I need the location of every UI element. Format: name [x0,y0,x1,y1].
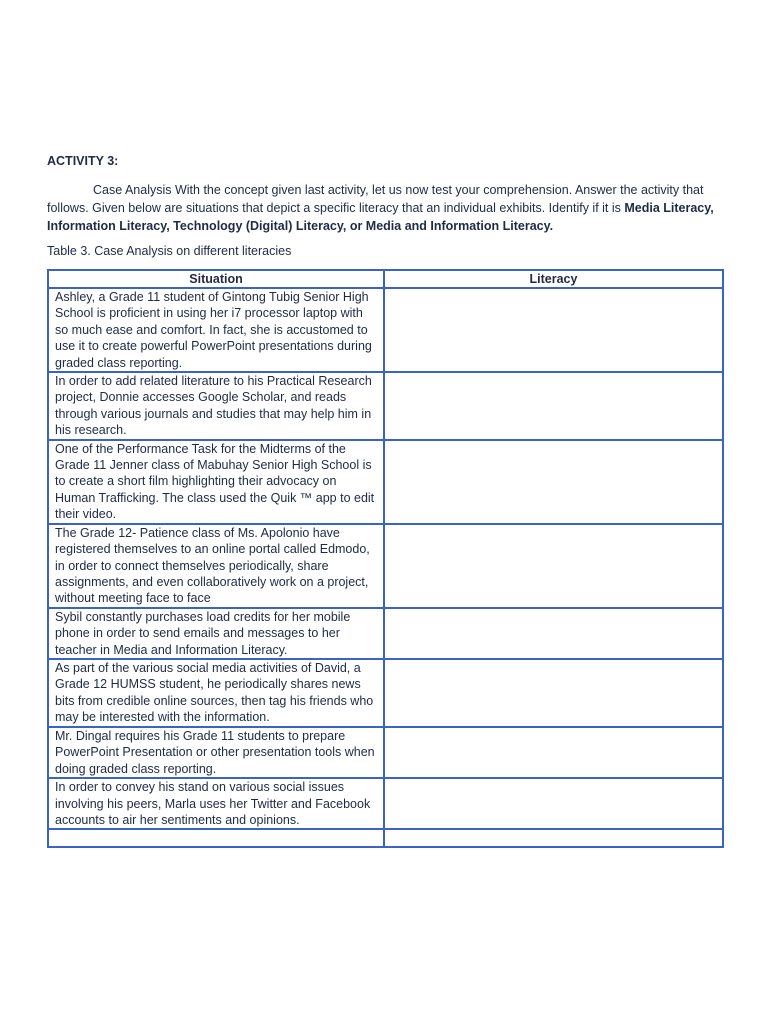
literacy-answer-cell[interactable] [384,727,723,778]
situation-cell-empty[interactable] [48,829,384,847]
literacy-answer-cell[interactable] [384,659,723,727]
table-row [48,778,723,829]
literacy-answer-cell[interactable] [384,288,723,372]
table-row [48,524,723,608]
table-caption: Table 3. Case Analysis on different literacies [47,244,292,258]
literacy-answer-cell[interactable] [384,440,723,524]
situation-cell: Sybil constantly purchases load credits for her mobile phone in order to send emails and messages to her teacher in Media and Information Literacy. [48,608,384,659]
table-row [48,440,723,524]
header-literacy: Literacy [384,270,723,288]
situation-cell: One of the Performance Task for the Midterms of the Grade 11 Jenner class of Mabuhay Senior High School is to create a short film highlighting their advocacy on Human Trafficking. The class used the Quik ™ app to edit their video. [48,440,384,524]
situation-cell: Mr. Dingal requires his Grade 11 students to prepare PowerPoint Presentation or other presentation tools when doing graded class reporting. [48,727,384,778]
situation-cell: In order to convey his stand on various social issues involving his peers, Marla uses her Twitter and Facebook accounts to air her sentiments and opinions. [48,778,384,829]
literacy-answer-cell[interactable] [384,524,723,608]
situation-cell: Ashley, a Grade 11 student of Gintong Tubig Senior High School is proficient in using her i7 processor laptop with so much ease and comfort. In fact, she is accustomed to use it to create powerful PowerPoint presentations during graded class reporting. [48,288,384,372]
table-row [48,608,723,659]
worksheet-page [47,153,722,848]
activity-heading: ACTIVITY 3: [47,154,119,168]
table-header-row [48,270,723,288]
case-analysis-table [47,269,724,848]
table-row [48,288,723,372]
activity-instructions [47,181,722,235]
literacy-options: Media Literacy, Information Literacy, Technology (Digital) Literacy, or Media and Information Literacy. [47,201,714,233]
literacy-answer-cell[interactable] [384,829,723,847]
situation-cell: As part of the various social media activities of David, a Grade 12 HUMSS student, he periodically shares news bits from credible online sources, then tag his friends who may be interested with the information. [48,659,384,727]
table-row [48,829,723,847]
literacy-answer-cell[interactable] [384,778,723,829]
header-situation: Situation [48,270,384,288]
table-row [48,372,723,440]
table-row [48,659,723,727]
situation-cell: The Grade 12- Patience class of Ms. Apolonio have registered themselves to an online portal called Edmodo, in order to connect themselves periodically, share assignments, and even collaboratively work on a project, without meeting face to face [48,524,384,608]
situation-cell: In order to add related literature to his Practical Research project, Donnie accesses Google Scholar, and reads through various journals and studies that may help him in his research. [48,372,384,440]
literacy-answer-cell[interactable] [384,372,723,440]
table-row [48,727,723,778]
instructions-text: Case Analysis With the concept given last activity, let us now test your comprehension. Answer the activity that follows. Given below are situations that depict a specific literacy that an individual exhibits. Identify if it is [47,183,704,215]
literacy-answer-cell[interactable] [384,608,723,659]
